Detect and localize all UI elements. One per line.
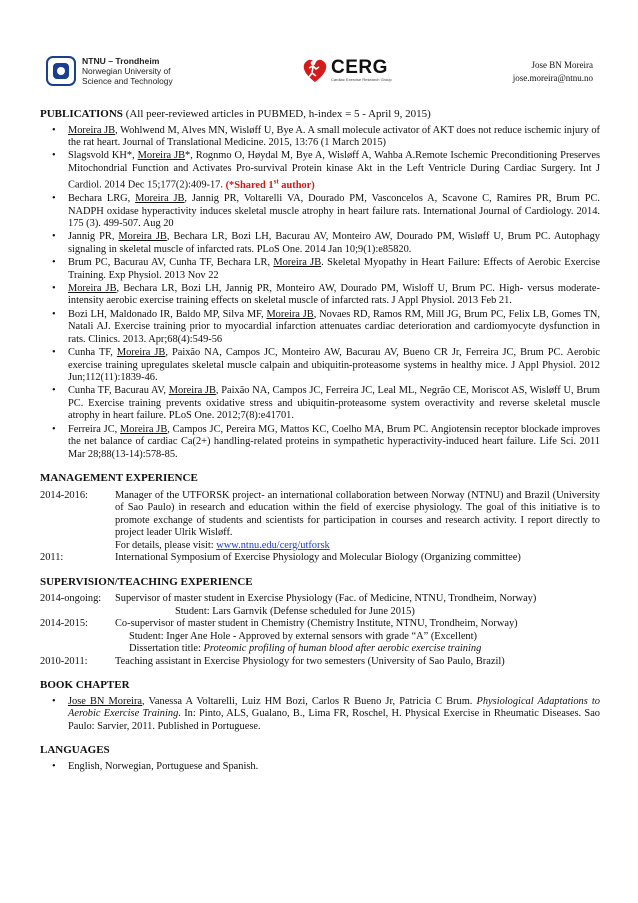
supervision-year: 2010-2011: [40, 655, 88, 667]
supervision-row [40, 656, 600, 669]
author-highlight: Moreira JB [168, 385, 216, 397]
ntnu-line3: Science and Technology [82, 76, 173, 86]
cv-content [40, 108, 600, 774]
supervision-year: 2014-2015: [40, 618, 88, 630]
bullet-icon: • [52, 193, 56, 205]
page-header [0, 0, 638, 100]
publication-item: • Cunha TF, Moreira JB, Paixão NA, Campos JC, Monteiro AW, Bacurau AV, Bueno CR Jr, Ferreira JC, Brum PC. Aerobic exercise training upregulates skeletal muscle calpain and ubiquitin-proteasome systems in healthy mice. J Appl Physiol. 2012 Jun;112(11):1839-46. [52, 347, 600, 384]
publications-heading: PUBLICATIONS (All peer-reviewed articles in PUBMED, h-index = 5 - April 9, 2015) [40, 108, 431, 120]
publication-item: • Slagsvold KH*, Moreira JB*, Rognmo O, Høydal M, Bye A, Wisløff A, Wahba A.Remote Ischemic Preconditioning Preserves Mitochondrial Function and Activates Pro-survival Protein kinase Akt in the Left Ventricle During Cardiac Surgery. Int J Cardiol. 2014 Dec 15;177(2):409-17. (*Shared 1st author) [52, 150, 600, 191]
languages-section [40, 744, 600, 773]
author-highlight: Moreira JB [118, 231, 167, 243]
management-section [40, 472, 600, 565]
contact-email[interactable]: jose.moreira@ntnu.no [512, 73, 593, 83]
bullet-icon: • [52, 282, 56, 294]
supervision-row [40, 593, 600, 618]
management-link-prefix: For details, please visit: [115, 539, 217, 551]
supervision-row [40, 618, 600, 656]
publication-item: • Moreira JB, Bechara LR, Bozi LH, Jannig PR, Monteiro AW, Dourado PM, Wisloff U, Brum PC. High- versus moderate-intensity aerobic exercise training effects on skeletal muscle of infarcted rats. J Appl Physiol. 2013 Feb 21. [52, 282, 601, 307]
bullet-icon: • [52, 385, 56, 397]
bullet-icon: • [52, 423, 56, 435]
author-highlight: Moreira JB [273, 257, 322, 269]
management-heading: MANAGEMENT EXPERIENCE [40, 472, 198, 485]
bullet-icon: • [52, 308, 56, 320]
management-row [40, 552, 600, 565]
management-text: International Symposium of Exercise Physiology and Molecular Biology (Organizing committee) [115, 552, 521, 564]
bullet-icon: • [52, 124, 56, 136]
publication-item: • Moreira JB, Wohlwend M, Alves MN, Wisløff U, Bye A. A small molecule activator of AKT does not reduce ischemic injury of the rat heart. Journal of Translational Medicine. 2015, 13:76 (1 March 2015) [52, 124, 600, 148]
contact-block [513, 59, 593, 85]
cerg-logo-block [300, 55, 392, 85]
ntnu-logo-icon [46, 56, 76, 86]
supervision-student: Student: Lars Garnvik (Defense scheduled for June 2015) [175, 605, 415, 617]
publication-item: • Cunha TF, Bacurau AV, Moreira JB, Paixão NA, Campos JC, Ferreira JC, Leal ML, Negrão CE, Moriscot AS, Wisløff U, Brum PC. Exercise training prevents oxidative stress and ubiquitin-proteasome system overactivity and reverse skeletal muscle atrophy in heart failure. PLoS One. 2012;7(8):e41701. [52, 385, 600, 422]
supervision-year: 2014-ongoing: [40, 593, 102, 605]
author-highlight: Moreira JB [120, 423, 168, 435]
languages-heading: LANGUAGES [40, 744, 110, 757]
supervision-student: Student: Inger Ane Hole - Approved by external sensors with grade “A” (Excellent) [129, 630, 477, 642]
bullet-icon: • [52, 150, 56, 162]
ntnu-line2: Norwegian University of [82, 66, 171, 76]
supervision-text: Co-supervisor of master student in Chemistry (Chemistry Institute, NTNU, Trondheim, Norway) [115, 618, 518, 630]
publication-item: • Jannig PR, Moreira JB, Bechara LR, Bozi LH, Bacurau AV, Monteiro AW, Dourado PM, Wisløff U, Brum PC. Autophagy signaling in skeletal muscle of infarcted rats. PLoS One. 2014 Jan 10;9(1):e85820. [52, 231, 601, 255]
book-heading: BOOK CHAPTER [40, 679, 130, 692]
supervision-section [40, 576, 600, 669]
supervision-text: Teaching assistant in Exercise Physiology for two semesters (University of Sao Paulo, Brazil) [115, 655, 505, 667]
author-highlight: Moreira JB [135, 193, 185, 205]
bullet-icon: • [52, 231, 56, 243]
publication-item: • Bechara LRG, Moreira JB, Jannig PR, Voltarelli VA, Dourado PM, Vasconcelos A, Scavone C, Ramires PR, Brum PC. NADPH oxidase hyperactivity induces skeletal muscle atrophy in heart failure rats. International Journal of Cardiology. 2014. 175 (3). 499-507. Aug 20 [52, 193, 601, 230]
shared-author-note: (*Shared 1st author) [225, 177, 315, 191]
author-highlight: Moreira JB [137, 150, 186, 162]
management-year: 2011: [40, 552, 64, 564]
management-text: Manager of the UTFORSK project- an international collaboration between Norway (NTNU) and Brazil (University of Sao Paulo) in research and education within the field of exercise physiology. The goal of this initiative is to promote exchange of students and scientists for participation in courses and research activity. I report directly to project leader Ulrik Wisløff. [115, 489, 600, 539]
author-highlight: Moreira JB [116, 347, 166, 359]
management-row [40, 490, 600, 553]
cerg-subtitle: Cardiac Exercise Research Group [331, 76, 392, 82]
languages-entry: • English, Norwegian, Portuguese and Spanish. [52, 760, 259, 772]
author-highlight: Moreira JB [68, 282, 117, 294]
publication-item: • Bozi LH, Maldonado IR, Baldo MP, Silva MF, Moreira JB, Novaes RD, Ramos RM, Mill JG, Brum PC, Felix LB, Gomes TN, Natali AJ. Exercise training prior to myocardial infarction attenuates cardiac deterioration and cardiomyocyte dysfunction in rats. Clinics. 2013. Apr;68(4):549-56 [52, 308, 601, 345]
ntnu-logo-block [46, 56, 173, 86]
cerg-wordmark: CERG [331, 56, 388, 78]
ntnu-name: NTNU – Trondheim [82, 56, 160, 66]
publication-list [40, 125, 600, 462]
utforsk-link[interactable]: www.ntnu.edu/cerg/utforsk [216, 539, 330, 551]
book-section [40, 679, 600, 733]
contact-name: Jose BN Moreira [531, 60, 593, 70]
publication-item: • Brum PC, Bacurau AV, Cunha TF, Bechara LR, Moreira JB. Skeletal Myopathy in Heart Failure: Effects of Aerobic Exercise Training. Exp Physiol. 2013 Nov 22 [52, 257, 600, 281]
author-highlight: Moreira JB [266, 308, 314, 320]
supervision-dissertation: Dissertation title: Proteomic profiling of human blood after aerobic exercise training [129, 643, 482, 655]
bullet-icon: • [52, 257, 56, 269]
cerg-heart-icon [300, 55, 330, 85]
publication-item: • Ferreira JC, Moreira JB, Campos JC, Pereira MG, Mattos KC, Coelho MA, Brum PC. Angiotensin receptor blockade improves the net balance of cardiac Ca(2+) handling-related proteins in sympathetic hyperactivity-induced heart failure. Life Sci. 2011 Mar 28;88(13-14):578-85. [52, 423, 600, 460]
management-year: 2014-2016: [40, 489, 88, 501]
supervision-text: Supervisor of master student in Exercise Physiology (Fac. of Medicine, NTNU, Trondheim, Norway) [115, 593, 537, 605]
author-highlight: Moreira JB [68, 124, 116, 136]
book-entry: • Jose BN Moreira, Vanessa A Voltarelli, Luiz HM Bozi, Carlos R Bueno Jr, Patricia C Brum. Physiological Adaptations to Aerobic Exercise Training. In: Pinto, ALS, Gualano, B., Lima FR, Roschel, H. Physical Exercise in Rheumatic Diseases. Sao Paulo: Sarvier, 2011. Published in Portuguese. [52, 695, 601, 732]
supervision-heading: SUPERVISION/TEACHING EXPERIENCE [40, 575, 253, 588]
bullet-icon: • [52, 347, 56, 359]
